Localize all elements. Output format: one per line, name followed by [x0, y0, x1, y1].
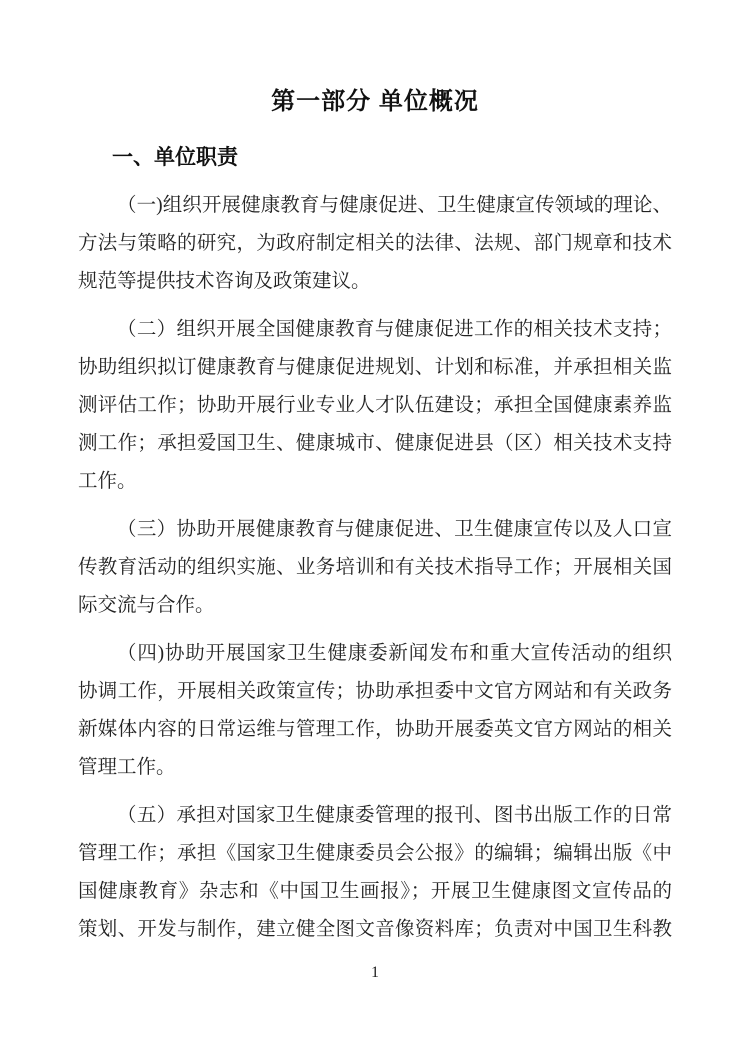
paragraph: [78, 311, 672, 501]
paragraph-line: 策划、开发与制作，建立健全图文音像资料库；负责对中国卫生科教: [78, 919, 672, 940]
paragraph-line: 管理工作。: [78, 757, 176, 778]
paragraph: [78, 187, 672, 301]
paragraph: [78, 797, 672, 949]
paragraph-line: 传教育活动的组织实施、业务培训和有关技术指导工作；开展相关国: [78, 557, 672, 578]
paragraph-line: 际交流与合作。: [78, 595, 215, 616]
paragraph-line: 规范等提供技术咨询及政策建议。: [78, 271, 371, 292]
paragraph-line: 国健康教育》杂志和《中国卫生画报》；开展卫生健康图文宣传品的: [78, 881, 672, 902]
paragraph-line: 协助组织拟订健康教育与健康促进规划、计划和标准，并承担相关监: [78, 357, 672, 378]
paragraph-line: 测工作；承担爱国卫生、健康城市、健康促进县（区）相关技术支持: [78, 433, 672, 454]
page-title: 第一部分 单位概况: [271, 88, 479, 115]
paragraph-line: （四)协助开展国家卫生健康委新闻发布和重大宣传活动的组织: [117, 643, 672, 664]
document-body: [78, 187, 672, 949]
section-heading: 一、单位职责: [112, 146, 238, 169]
paragraph: [78, 635, 672, 787]
paragraph-line: （三）协助开展健康教育与健康促进、卫生健康宣传以及人口宣: [117, 519, 672, 540]
paragraph-line: 管理工作；承担《国家卫生健康委员会公报》的编辑；编辑出版《中: [78, 843, 672, 864]
paragraph-line: 方法与策略的研究，为政府制定相关的法律、法规、部门规章和技术: [78, 233, 672, 254]
paragraph-line: （一)组织开展健康教育与健康促进、卫生健康宣传领域的理论、: [117, 195, 672, 216]
paragraph-line: 测评估工作；协助开展行业专业人才队伍建设；承担全国健康素养监: [78, 395, 672, 416]
paragraph-line: 工作。: [78, 471, 137, 492]
paragraph-line: 协调工作，开展相关政策宣传；协助承担委中文官方网站和有关政务: [78, 681, 672, 702]
paragraph-line: （五）承担对国家卫生健康委管理的报刊、图书出版工作的日常: [117, 805, 672, 826]
paragraph: [78, 511, 672, 625]
page-number: 1: [371, 964, 379, 981]
paragraph-line: 新媒体内容的日常运维与管理工作，协助开展委英文官方网站的相关: [78, 719, 672, 740]
paragraph-line: （二）组织开展全国健康教育与健康促进工作的相关技术支持；: [117, 319, 672, 340]
